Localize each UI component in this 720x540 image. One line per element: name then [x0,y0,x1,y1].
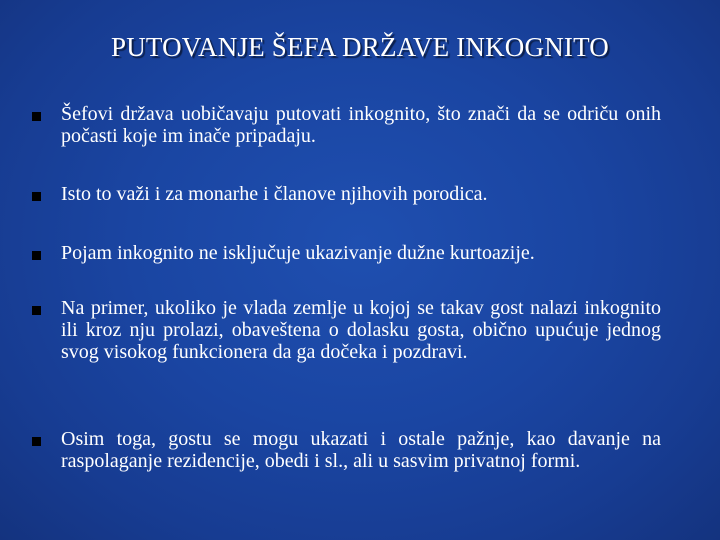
square-bullet-icon [32,306,41,315]
bullet-text: Pojam inkognito ne isključuje ukazivanje dužne kurtoazije. [61,242,535,264]
square-bullet-icon [32,192,41,201]
square-bullet-icon [32,437,41,446]
bullet-text: Šefovi država uobičavaju putovati inkognito, što znači da se odriču onih počasti koje im inače pripadaju. [61,103,661,147]
bullet-text: Isto to važi i za monarhe i članove njihovih porodica. [61,183,488,205]
square-bullet-icon [32,112,41,121]
square-bullet-icon [32,251,41,260]
bullet-text: Osim toga, gostu se mogu ukazati i ostale pažnje, kao davanje na raspolaganje rezidencije, obedi i sl., ali u sasvim privatnoj formi. [61,428,661,472]
slide-title: PUTOVANJE ŠEFA DRŽAVE INKOGNITO [110,32,609,62]
bullet-text: Na primer, ukoliko je vlada zemlje u kojoj se takav gost nalazi inkognito ili kroz nju prolazi, obaveštena o dolasku gosta, obično upućuje jednog svog visokog funkcionera da ga dočeka i pozdravi. [61,297,661,363]
